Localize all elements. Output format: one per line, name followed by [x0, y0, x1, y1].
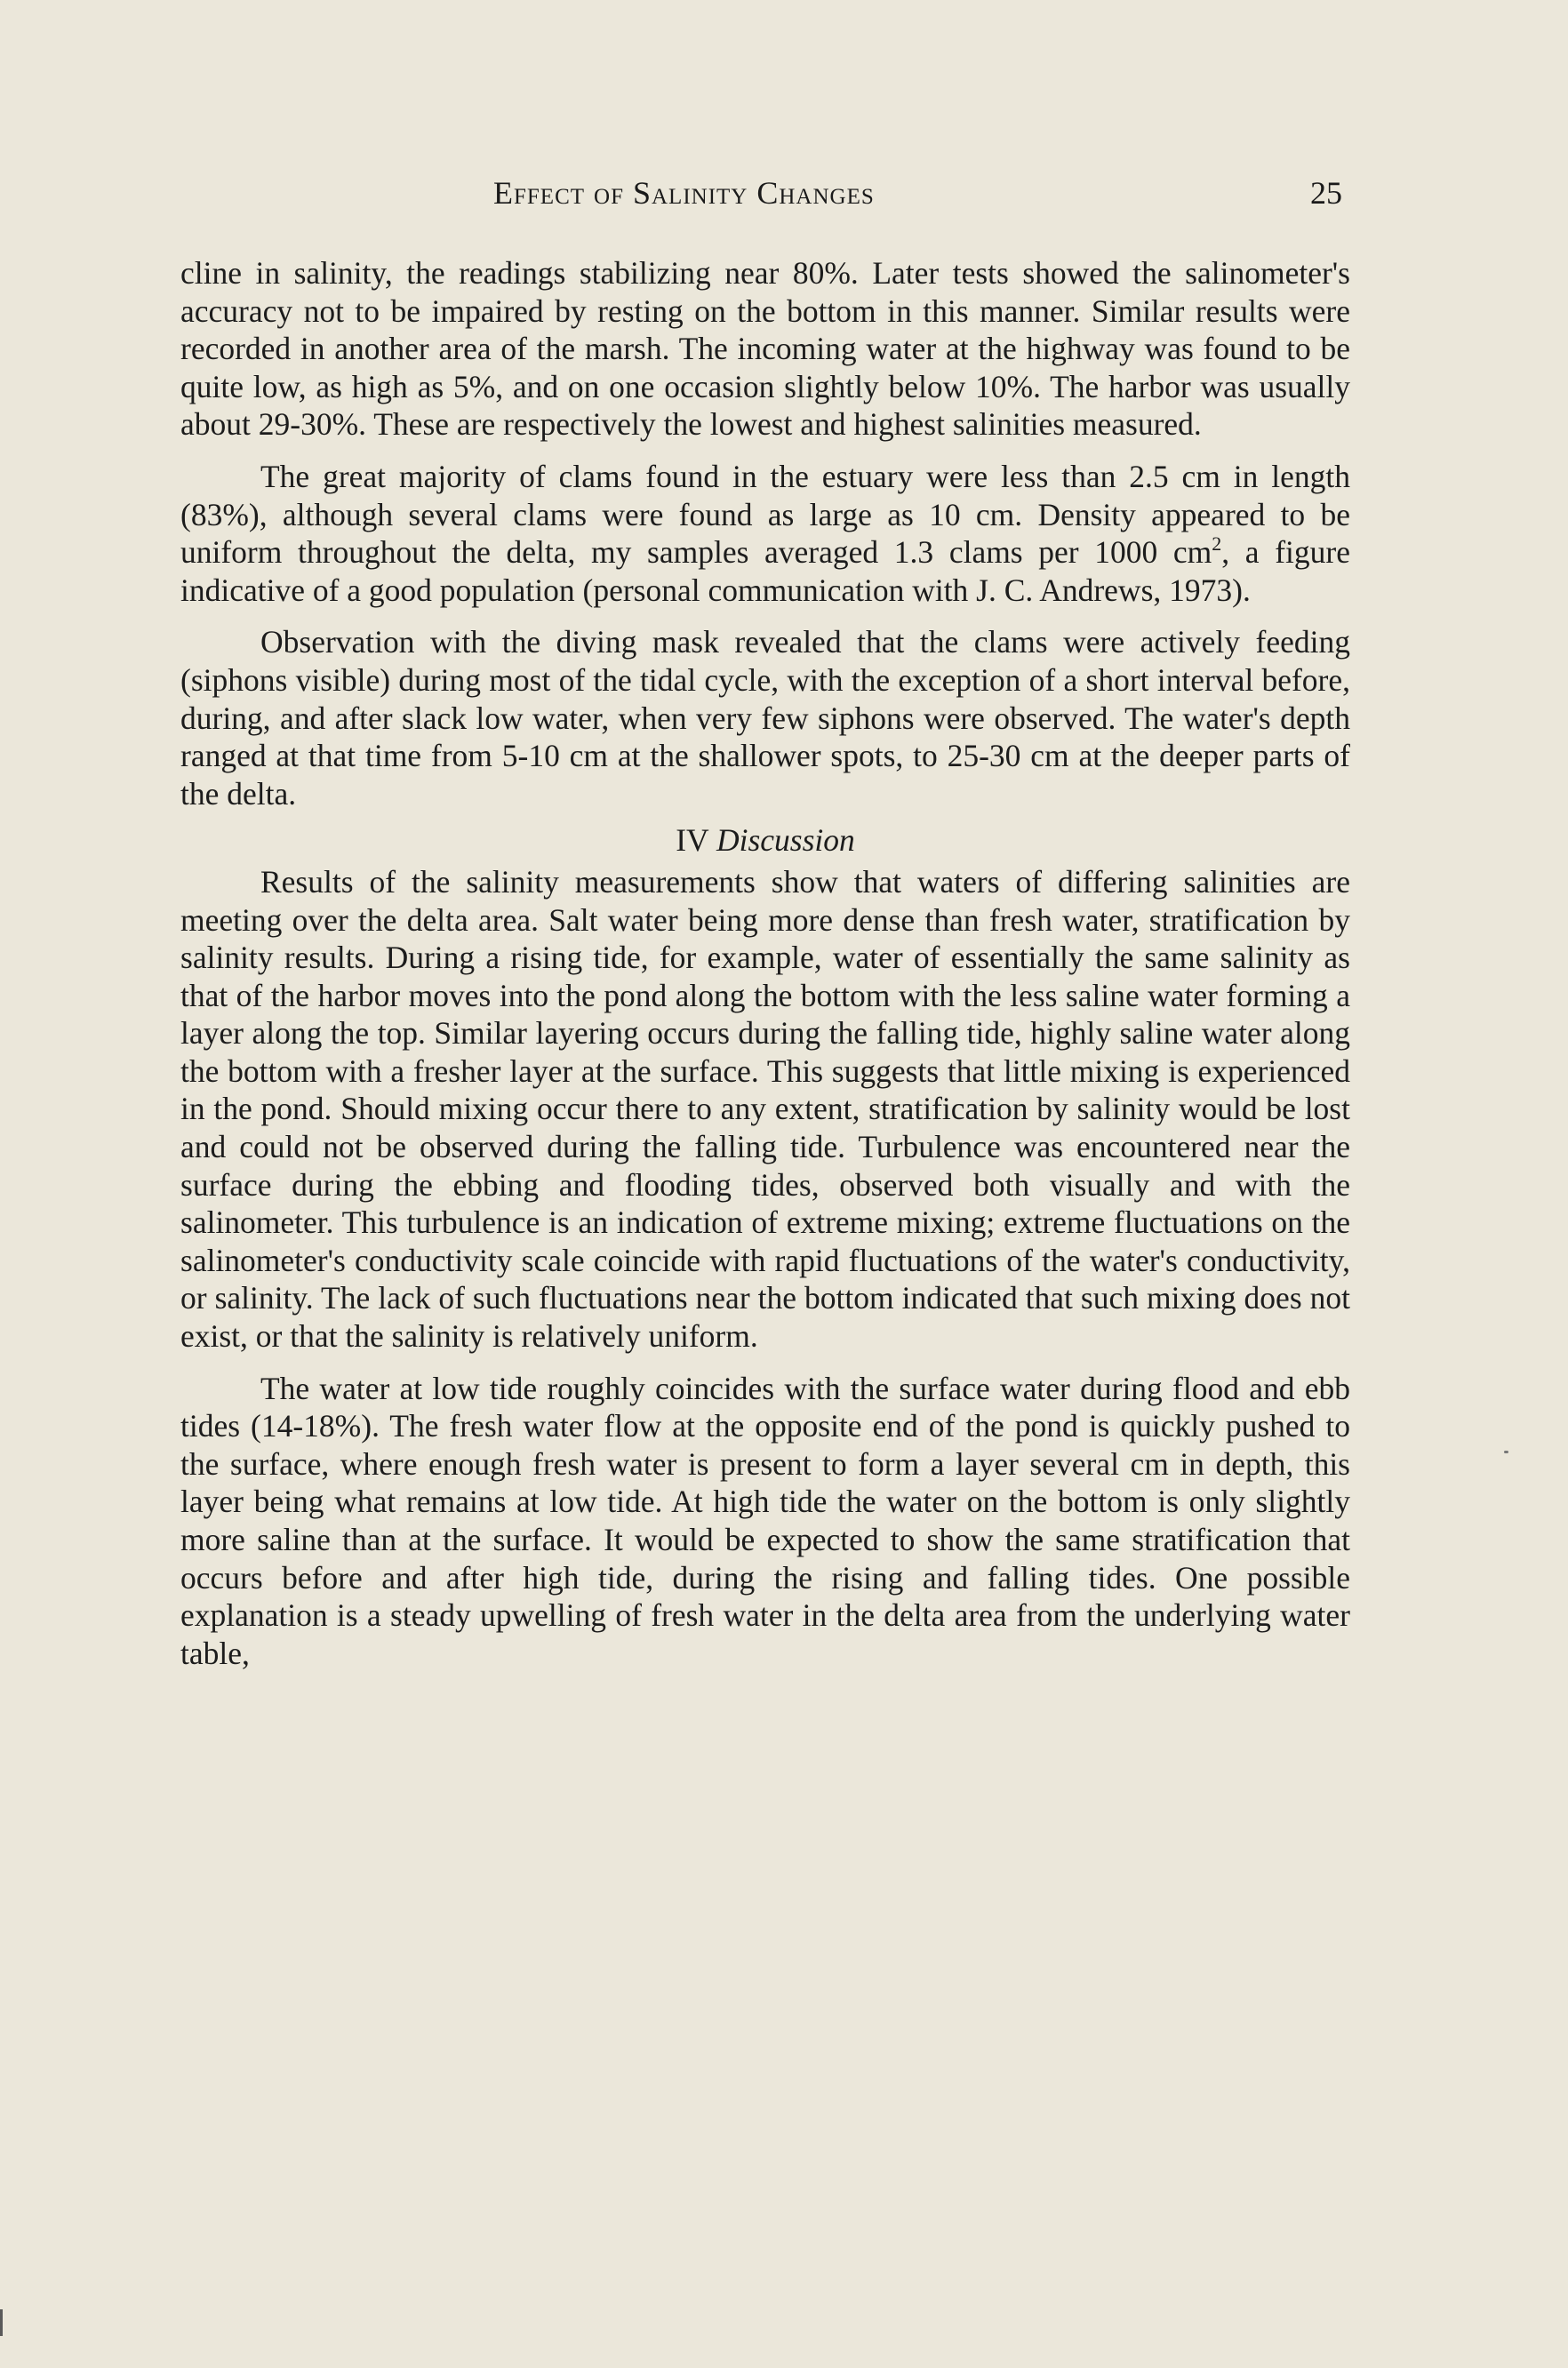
margin-mark — [0, 2309, 3, 2336]
paragraph-2 — [180, 458, 1350, 609]
paragraph-5: The water at low tide roughly coincides with the surface water during flood and ebb tides (14-18%). The fresh water flow at the opposite end of the pond is quickly pushed to the surface, where enough fresh water is present to form a layer several cm in depth, this layer being what remains at low tide. At high tide the water on the bottom is only slightly more saline than at the surface. It would be expected to show the same stratification that occurs before and after high tide, during the rising and falling tides. One possible explanation is a steady upwelling of fresh water in the delta area from the underlying water table, — [180, 1370, 1350, 1671]
paragraph-2-text-b: , a figure indicative of a good population (personal communication with J. C. Andrews, 1973). — [180, 534, 1350, 608]
section-heading — [180, 821, 1350, 860]
superscript-2: 2 — [1212, 532, 1222, 556]
section-number: IV — [676, 822, 709, 859]
paper-speck — [1504, 1451, 1508, 1453]
paragraph-4: Results of the salinity measurements show that waters of differing salinities are meeting over the delta area. Salt water being more dense than fresh water, stratification by salinity results. During a rising tide, for example, water of essentially the same salinity as that of the harbor moves into the pond along the bottom with the less saline water forming a layer along the top. Similar layering occurs during the falling tide, highly saline water along the bottom with a fresher layer at the surface. This suggests that little mixing is experienced in the pond. Should mixing occur there to any extent, stratification by salinity would be lost and could not be observed during the falling tide. Turbulence was encountered near the surface during the ebbing and flooding tides, observed both visually and with the salinometer. This turbulence is an indication of extreme mixing; extreme fluctuations on the salinometer's conductivity scale coincide with rapid fluctuations of the water's conductivity, or salinity. The lack of such fluctuations near the bottom indicated that such mixing does not exist, or that the salinity is relatively uniform. — [180, 863, 1350, 1355]
running-title: Effect of Salinity Changes — [493, 175, 875, 211]
section-title: Discussion — [716, 822, 855, 859]
paragraph-3: Observation with the diving mask revealed that the clams were actively feeding (siphons visible) during most of the tidal cycle, with the exception of a short interval before, during, and after slack low water, when very few siphons were observed. The water's depth ranged at that time from 5-10 cm at the shallower spots, to 25-30 cm at the deeper parts of the delta. — [180, 624, 1350, 812]
page-number: 25 — [1310, 175, 1342, 211]
page-header — [0, 174, 1568, 219]
body-text — [180, 254, 1350, 1672]
paragraph-2-text-a: The great majority of clams found in the estuary were less than 2.5 cm in length (83%), although several clams were found as large as 10 cm. Density appeared to be uniform throughout the delta, my samples averaged 1.3 clams per 1000 cm — [180, 458, 1350, 571]
paragraph-1: cline in salinity, the readings stabilizing near 80%. Later tests showed the salinometer's accuracy not to be impaired by resting on the bottom in this manner. Similar results were recorded in another area of the marsh. The incoming water at the highway was found to be quite low, as high as 5%, and on one occasion slightly below 10%. The harbor was usually about 29-30%. These are respectively the lowest and highest salinities measured. — [180, 255, 1350, 443]
